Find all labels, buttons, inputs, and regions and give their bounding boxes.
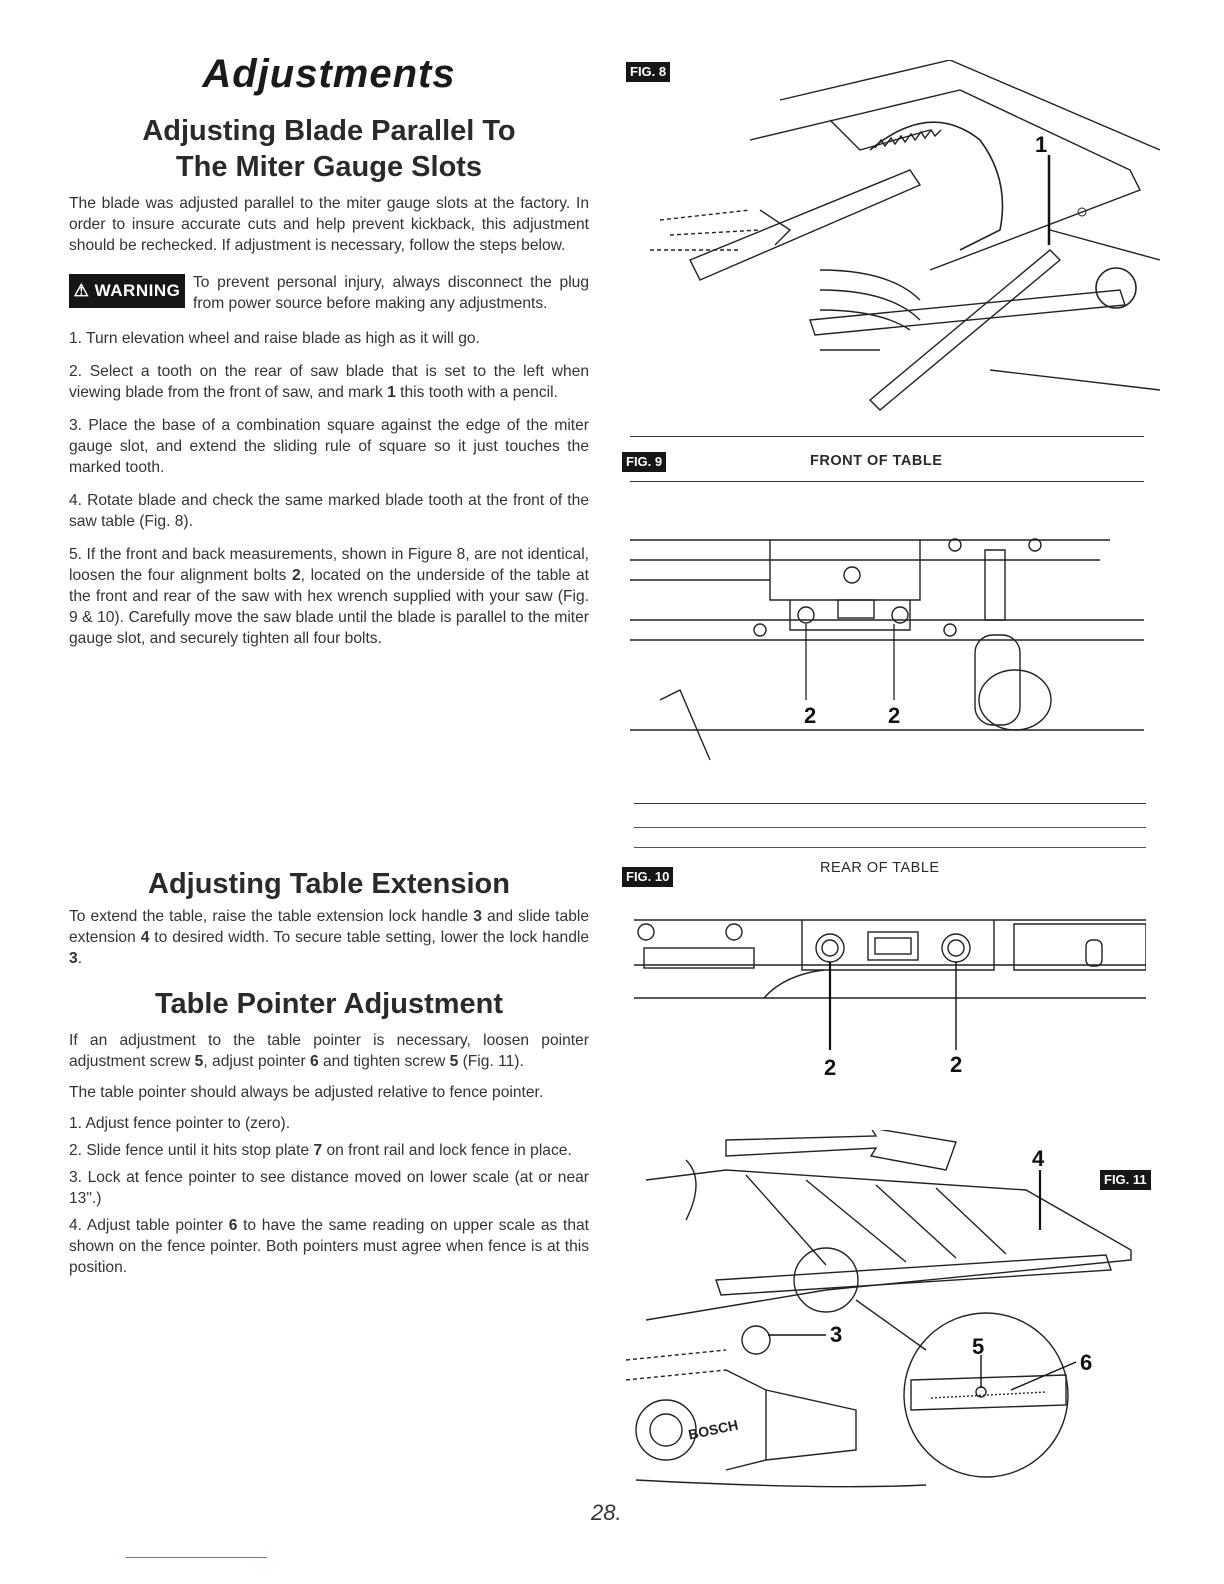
step-5-callout: 2 xyxy=(291,567,301,584)
fig11-callout-3: 3 xyxy=(830,1322,843,1347)
ptr-text-c: and tighten screw xyxy=(318,1053,450,1070)
fig11-callout-4: 4 xyxy=(1032,1146,1045,1171)
pointer-step-1: 1. Adjust fence pointer to (zero). xyxy=(69,1115,291,1132)
step-4: 4. Rotate blade and check the same marked blade tooth at the front of the saw table (Fig. 8). xyxy=(69,492,589,530)
footer-link-line xyxy=(126,1557,267,1558)
section-table-extension xyxy=(69,866,589,979)
ext-callout-3: 3 xyxy=(473,908,482,925)
fig10-tag: FIG. 10 xyxy=(622,867,673,887)
ptr-text-b: , adjust pointer xyxy=(203,1053,310,1070)
ext-callout-4: 4 xyxy=(140,929,150,946)
step-2-text-b: this tooth with a pencil. xyxy=(395,384,558,401)
ext-text-b: and slide table extension xyxy=(69,908,589,946)
ext-text-d: . xyxy=(77,950,83,967)
fig10-rule-2 xyxy=(634,827,1146,828)
fig9-caption: FRONT OF TABLE xyxy=(810,453,943,469)
ptr-step4-a: 4. Adjust table pointer xyxy=(69,1217,229,1234)
section-title-line1: Adjusting Blade Parallel To xyxy=(142,115,516,147)
ptr-text-a: If an adjustment to the table pointer is necessary, loosen pointer adjustment screw xyxy=(69,1032,589,1070)
fig9-illustration xyxy=(630,520,1144,770)
warning-block xyxy=(69,272,589,314)
warning-text: To prevent personal injury, always disconnect the plug from power source before making any adjustments. xyxy=(193,274,589,312)
ptr-step2-b: on front rail and lock fence in place. xyxy=(322,1142,572,1159)
ptr-callout-5b: 5 xyxy=(449,1053,459,1070)
fig9-callout-2b: 2 xyxy=(888,703,901,728)
warning-label: WARNING xyxy=(94,281,181,300)
fig8-tag: FIG. 8 xyxy=(626,62,670,82)
fig9-rule-top xyxy=(630,436,1144,437)
step-2 xyxy=(69,361,589,403)
intro-paragraph: The blade was adjusted parallel to the miter gauge slots at the factory. In order to insure accurate cuts and help prevent kickback, this adjustment should be rechecked. If adjustment is necessary, follow the steps below. xyxy=(69,195,589,254)
ext-text-c: to desired width. To secure table setting, lower the lock handle xyxy=(149,929,589,946)
fig9-tag: FIG. 9 xyxy=(622,452,666,472)
ptr-step2-a: 2. Slide fence until it hits stop plate xyxy=(69,1142,314,1159)
warning-badge xyxy=(69,274,185,308)
ext-text-a: To extend the table, raise the table extension lock handle xyxy=(69,908,474,925)
pointer-paragraph-1 xyxy=(69,1030,589,1072)
left-column xyxy=(69,52,589,661)
fig9-rule-bottom xyxy=(630,481,1144,482)
pointer-paragraph-2: The table pointer should always be adjusted relative to fence pointer. xyxy=(69,1084,544,1101)
ptr-step2-callout: 7 xyxy=(313,1142,323,1159)
table-pointer-title: Table Pointer Adjustment xyxy=(154,988,504,1020)
pointer-step-4 xyxy=(69,1215,589,1278)
pointer-step-2 xyxy=(69,1140,589,1161)
ext-callout-3b: 3 xyxy=(69,950,78,967)
pointer-step-3: 3. Lock at fence pointer to see distance moved on lower scale (at or near 13".) xyxy=(69,1169,589,1207)
page-title: Adjustments xyxy=(202,52,456,96)
ptr-step4-callout: 6 xyxy=(228,1217,238,1234)
step-5 xyxy=(69,544,589,649)
ptr-callout-6: 6 xyxy=(309,1053,319,1070)
step-2-text-a: 2. Select a tooth on the rear of saw blade that is set to the left when viewing blade from the front of saw, and mark xyxy=(69,363,589,401)
table-extension-text xyxy=(69,906,589,969)
fig10-callout-2a: 2 xyxy=(824,1055,837,1080)
fig11-illustration xyxy=(626,1130,1146,1490)
section-blade-parallel xyxy=(69,113,589,649)
fig11-callout-5: 5 xyxy=(972,1334,985,1359)
step-2-callout: 1 xyxy=(387,384,396,401)
section-table-pointer xyxy=(69,986,589,1288)
fig10-illustration xyxy=(634,910,1146,1080)
step-3: 3. Place the base of a combination square against the edge of the miter gauge slot, and extend the sliding rule of square so it just touches the marked tooth. xyxy=(69,417,589,476)
ptr-text-d: (Fig. 11). xyxy=(458,1053,524,1070)
step-5-text-a: 5. If the front and back measurements, shown in Figure 8, are not identical, loosen the four alignment bolts xyxy=(69,546,589,584)
step-1: 1. Turn elevation wheel and raise blade as high as it will go. xyxy=(69,330,480,347)
fig10-callout-2b: 2 xyxy=(950,1052,963,1077)
ptr-callout-5: 5 xyxy=(194,1053,204,1070)
fig10-rule-3 xyxy=(634,847,1146,848)
table-extension-title: Adjusting Table Extension xyxy=(148,868,510,900)
step-5-text-b: , located on the underside of the table at the front and rear of the saw with hex wrench supplied with your saw (Fig. 9 & 10). Carefully move the saw blade until the blade is parallel to the miter gauge slot, and securely tighten all four bolts. xyxy=(69,567,589,647)
ptr-step4-b: to have the same reading on upper scale as that shown on the fence pointer. Both pointers must agree when fence is at this position. xyxy=(69,1217,589,1276)
warning-triangle-icon: ⚠ xyxy=(73,281,90,300)
fig11-brand: BOSCH xyxy=(686,1416,740,1443)
fig11-callout-6: 6 xyxy=(1080,1350,1093,1375)
fig9-callout-2a: 2 xyxy=(804,703,817,728)
fig10-rule-1 xyxy=(634,803,1146,804)
fig8-callout-1: 1 xyxy=(1035,132,1048,157)
fig8-illustration xyxy=(630,60,1160,420)
fig11-tag: FIG. 11 xyxy=(1100,1170,1151,1190)
page-number: 28. xyxy=(591,1500,622,1525)
section-title-line2: The Miter Gauge Slots xyxy=(175,151,483,183)
fig10-caption: REAR OF TABLE xyxy=(820,860,940,876)
